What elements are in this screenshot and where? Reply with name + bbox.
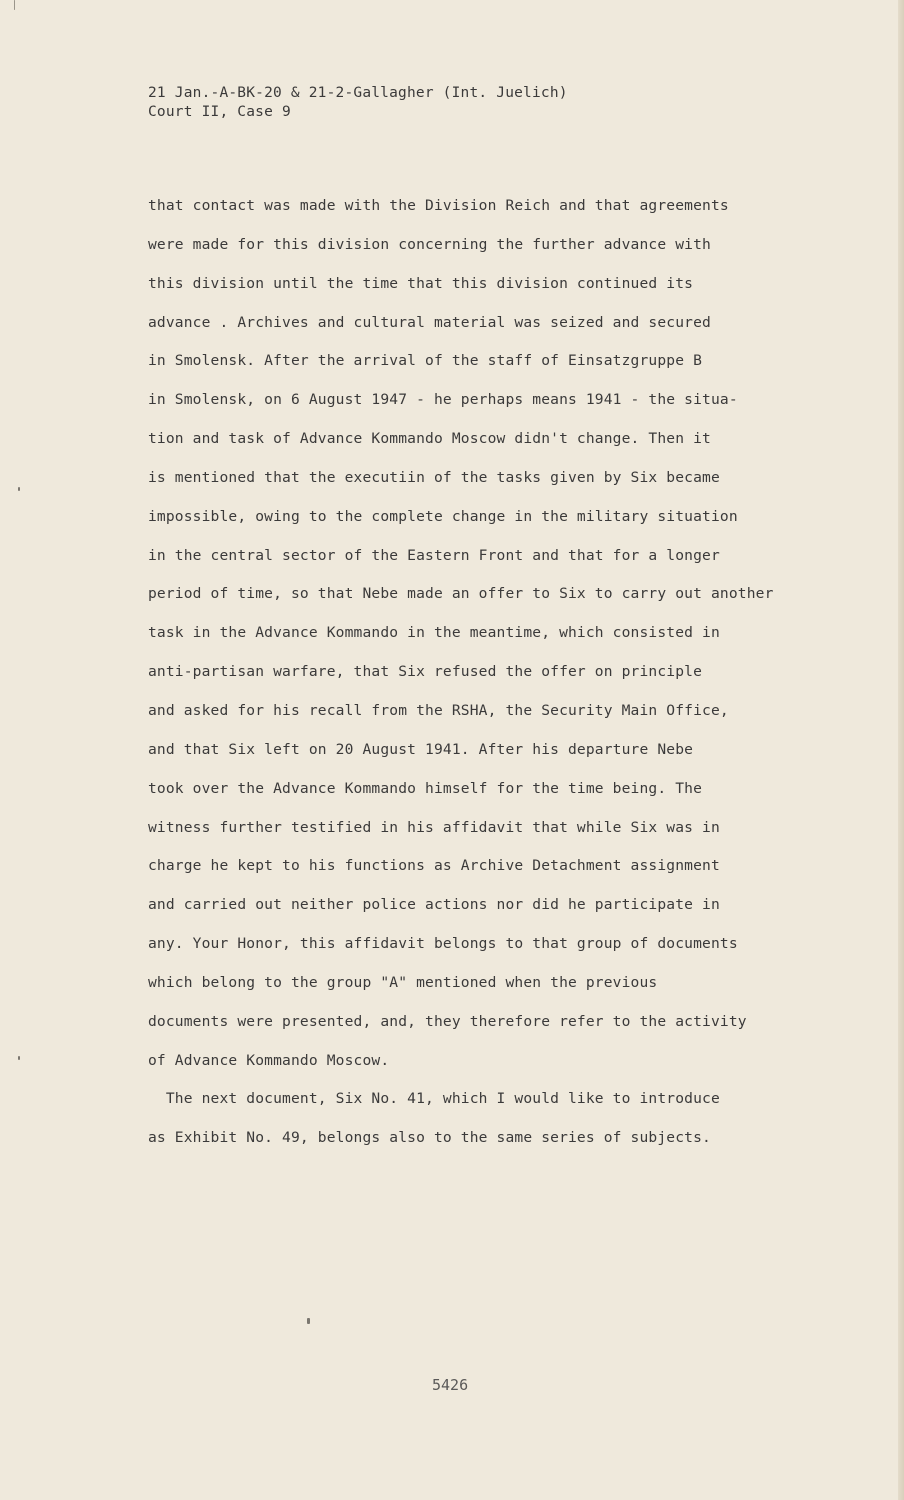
- margin-speck: [18, 1056, 20, 1060]
- page-number: 5426: [432, 1376, 469, 1394]
- text-line: that contact was made with the Division Reich and that agreements: [148, 197, 729, 214]
- text-line: charge he kept to his functions as Archive Detachment assignment: [148, 857, 720, 875]
- text-line: advance . Archives and cultural material was seized and secured: [148, 313, 711, 331]
- text-line: in Smolensk, on 6 August 1947 - he perhaps means 1941 - the situa-: [148, 391, 738, 409]
- text-line: any. Your Honor, this affidavit belongs to that group of documents: [148, 935, 738, 953]
- margin-speck: [18, 487, 20, 491]
- text-line: as Exhibit No. 49, belongs also to the same series of subjects.: [148, 1129, 711, 1147]
- text-line: were made for this division concerning the further advance with: [148, 235, 711, 253]
- text-line: in Smolensk. After the arrival of the staff of Einsatzgruppe B: [148, 352, 703, 370]
- page-edge: [898, 0, 904, 1500]
- text-line: in the central sector of the Eastern Front and that for a longer: [148, 546, 720, 564]
- text-line: and carried out neither police actions nor did he participate in: [148, 896, 720, 914]
- text-line: task in the Advance Kommando in the meantime, which consisted in: [148, 624, 720, 642]
- text-line: of Advance Kommando Moscow.: [148, 1051, 390, 1069]
- text-line: this division until the time that this division continued its: [148, 274, 694, 292]
- text-line: and that Six left on 20 August 1941. After his departure Nebe: [148, 740, 694, 758]
- text-line: documents were presented, and, they therefore refer to the activity: [148, 1012, 747, 1030]
- text-line: which belong to the group "A" mentioned when the previous: [148, 973, 658, 991]
- text-line: took over the Advance Kommando himself for the time being. The: [148, 779, 703, 797]
- header-line-1: 21 Jan.-A-BK-20 & 21-2-Gallagher (Int. Juelich): [148, 85, 568, 101]
- text-line: impossible, owing to the complete change in the military situation: [148, 507, 738, 525]
- text-line: anti-partisan warfare, that Six refused the offer on principle: [148, 663, 703, 681]
- text-line: is mentioned that the executiin of the tasks given by Six became: [148, 468, 720, 486]
- text-line: and asked for his recall from the RSHA, the Security Main Office,: [148, 701, 729, 719]
- ink-speck: [307, 1318, 310, 1324]
- text-line: witness further testified in his affidavit that while Six was in: [148, 818, 720, 836]
- text-line: period of time, so that Nebe made an offer to Six to carry out another: [148, 585, 774, 603]
- header-line-2: Court II, Case 9: [148, 104, 291, 120]
- document-header: [148, 84, 568, 122]
- margin-speck: [14, 0, 15, 10]
- text-line: tion and task of Advance Kommando Moscow didn't change. Then it: [148, 430, 711, 448]
- transcript-body: [148, 195, 848, 1166]
- text-line: The next document, Six No. 41, which I would like to introduce: [148, 1090, 720, 1108]
